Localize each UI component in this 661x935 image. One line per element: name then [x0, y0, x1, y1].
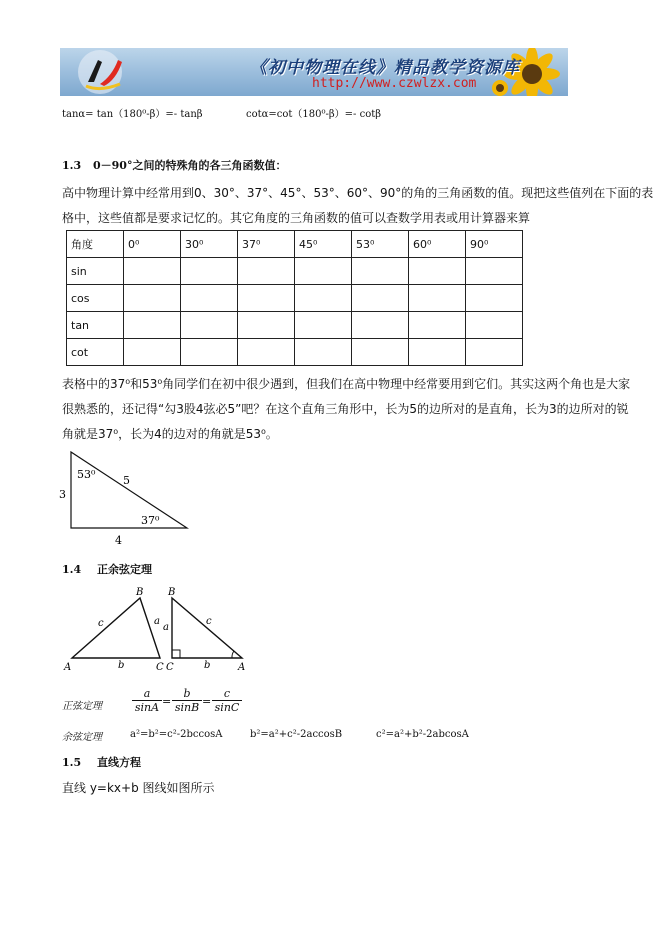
- explain-line-1: 表格中的37⁰和53⁰角同学们在初中很少遇到，但我们在高中物理中经常要用到它们。其实这两个角也是大家: [62, 377, 631, 391]
- table-cell: [466, 285, 523, 312]
- table-cell: [352, 285, 409, 312]
- intro-line-1: 高中物理计算中经常用到0、30°、37°、45°、53°、60°、90°的角的三角函数的值。现把这些值列在下面的表: [62, 186, 654, 200]
- table-cell: [181, 258, 238, 285]
- side-3-label: 3: [59, 488, 66, 501]
- table-cell: [409, 258, 466, 285]
- explain-line-2: 很熟悉的，还记得“勾3股4弦必5”吧？在这个直角三角形中，长为5的边所对的是直角，长为3的边所对的锐: [62, 402, 629, 416]
- fraction-b-over-sinb: [172, 687, 202, 714]
- section-number: 1.5: [62, 756, 82, 769]
- fraction-numerator: a: [132, 687, 162, 701]
- intro-line-2: 格中，这些值都是要求记忆的。其它角度的三角函数的值可以查数学用表或用计算器来算: [62, 211, 531, 225]
- banner-title: 《初中物理在线》精品教学资源库: [250, 58, 520, 78]
- row-label: cos: [67, 285, 124, 312]
- side-c-label: c: [98, 618, 104, 629]
- section-1-3-heading: [62, 157, 286, 173]
- triangle-abc-right: [162, 584, 262, 674]
- side-b-label: b: [118, 660, 125, 671]
- triangle-345-shape: [71, 452, 187, 528]
- table-header-cell: 37⁰: [238, 231, 295, 258]
- table-cell: [238, 258, 295, 285]
- trig-values-table: [66, 230, 523, 366]
- side-5-label: 5: [123, 474, 130, 487]
- triangle-right-shape: [172, 598, 242, 658]
- banner-url: http://www.czwlzx.com: [312, 76, 477, 91]
- section-1-4-heading: [62, 561, 152, 577]
- cot-identity: cotα=cot（180⁰-β）=- cotβ: [246, 109, 382, 120]
- table-cell: [295, 312, 352, 339]
- triangle-abc-shape: [72, 598, 160, 658]
- table-row: [67, 285, 523, 312]
- table-cell: [238, 285, 295, 312]
- vertex-c-label: C: [156, 662, 164, 673]
- sine-law-label: 正弦定理: [62, 701, 102, 712]
- side-a-label: a: [154, 616, 160, 627]
- section-1-5-heading: [62, 754, 141, 770]
- table-row: [67, 312, 523, 339]
- table-cell: [124, 312, 181, 339]
- table-header-cell: 45⁰: [295, 231, 352, 258]
- fraction-denominator: sinA: [134, 701, 160, 714]
- vertex-a-label: A: [238, 662, 246, 673]
- section-title: 0－90°之间的特殊角的各三角函数值：: [92, 159, 287, 172]
- table-cell: [238, 339, 295, 366]
- table-cell: [238, 312, 295, 339]
- side-4-label: 4: [115, 534, 122, 547]
- explain-line-3: 角就是37⁰，长为4的边对的角就是53⁰。: [62, 427, 278, 441]
- table-cell: [466, 339, 523, 366]
- table-header-label: 角度: [67, 231, 124, 258]
- row-label: tan: [67, 312, 124, 339]
- header-banner: [60, 48, 568, 96]
- section-title: 直线方程: [96, 756, 141, 769]
- table-cell: [352, 339, 409, 366]
- tan-identity: tanα= tan（180⁰-β）=- tanβ: [62, 109, 203, 120]
- table-cell: [181, 339, 238, 366]
- table-cell: [124, 258, 181, 285]
- table-header-cell: 90⁰: [466, 231, 523, 258]
- row-label: sin: [67, 258, 124, 285]
- table-cell: [124, 339, 181, 366]
- equals-sign: =: [202, 695, 212, 708]
- table-cell: [295, 285, 352, 312]
- angle-53-label: 53⁰: [77, 468, 96, 481]
- table-cell: [295, 339, 352, 366]
- table-cell: [409, 285, 466, 312]
- table-cell: [352, 258, 409, 285]
- cosine-formula-c: c²=a²+b²-2abcosA: [376, 729, 469, 740]
- table-cell: [466, 312, 523, 339]
- table-row: [67, 258, 523, 285]
- cosine-formula-b: b²=a²+c²-2accosB: [250, 729, 343, 740]
- table-cell: [295, 258, 352, 285]
- cosine-formula-a: a²=b²=c²-2bccosA: [130, 729, 223, 740]
- equals-sign: =: [162, 695, 172, 708]
- vertex-b-label: B: [168, 587, 176, 598]
- fraction-numerator: b: [172, 687, 202, 701]
- row-label: cot: [67, 339, 124, 366]
- table-header-cell: 53⁰: [352, 231, 409, 258]
- fraction-c-over-sinc: [212, 687, 242, 714]
- vertex-b-label: B: [136, 587, 144, 598]
- right-angle-mark: [172, 650, 180, 658]
- table-row: [67, 339, 523, 366]
- side-c-label: c: [206, 616, 212, 627]
- cosine-law-label: 余弦定理: [62, 732, 102, 743]
- section-title: 正余弦定理: [96, 563, 152, 576]
- fraction-numerator: c: [212, 687, 242, 701]
- table-header-cell: 0⁰: [124, 231, 181, 258]
- table-header-cell: 60⁰: [409, 231, 466, 258]
- side-a-label: a: [163, 622, 169, 633]
- triangle-345-diagram: [55, 448, 205, 548]
- table-cell: [352, 312, 409, 339]
- table-cell: [409, 339, 466, 366]
- vertex-a-label: A: [64, 662, 72, 673]
- table-cell: [466, 258, 523, 285]
- vertex-c-label: C: [166, 662, 174, 673]
- table-cell: [181, 312, 238, 339]
- side-b-label: b: [204, 660, 211, 671]
- table-cell: [409, 312, 466, 339]
- line-equation-text: 直线 y=kx+b 图线如图所示: [62, 781, 215, 795]
- triangle-abc-oblique: [62, 584, 172, 674]
- table-header-row: [67, 231, 523, 258]
- fraction-denominator: sinC: [214, 701, 240, 714]
- fraction-denominator: sinB: [174, 701, 200, 714]
- section-number: 1.4: [62, 563, 82, 576]
- fraction-a-over-sina: [132, 687, 162, 714]
- section-number: 1.3: [62, 159, 82, 172]
- table-header-cell: 30⁰: [181, 231, 238, 258]
- table-cell: [181, 285, 238, 312]
- table-cell: [124, 285, 181, 312]
- angle-37-label: 37⁰: [141, 514, 160, 527]
